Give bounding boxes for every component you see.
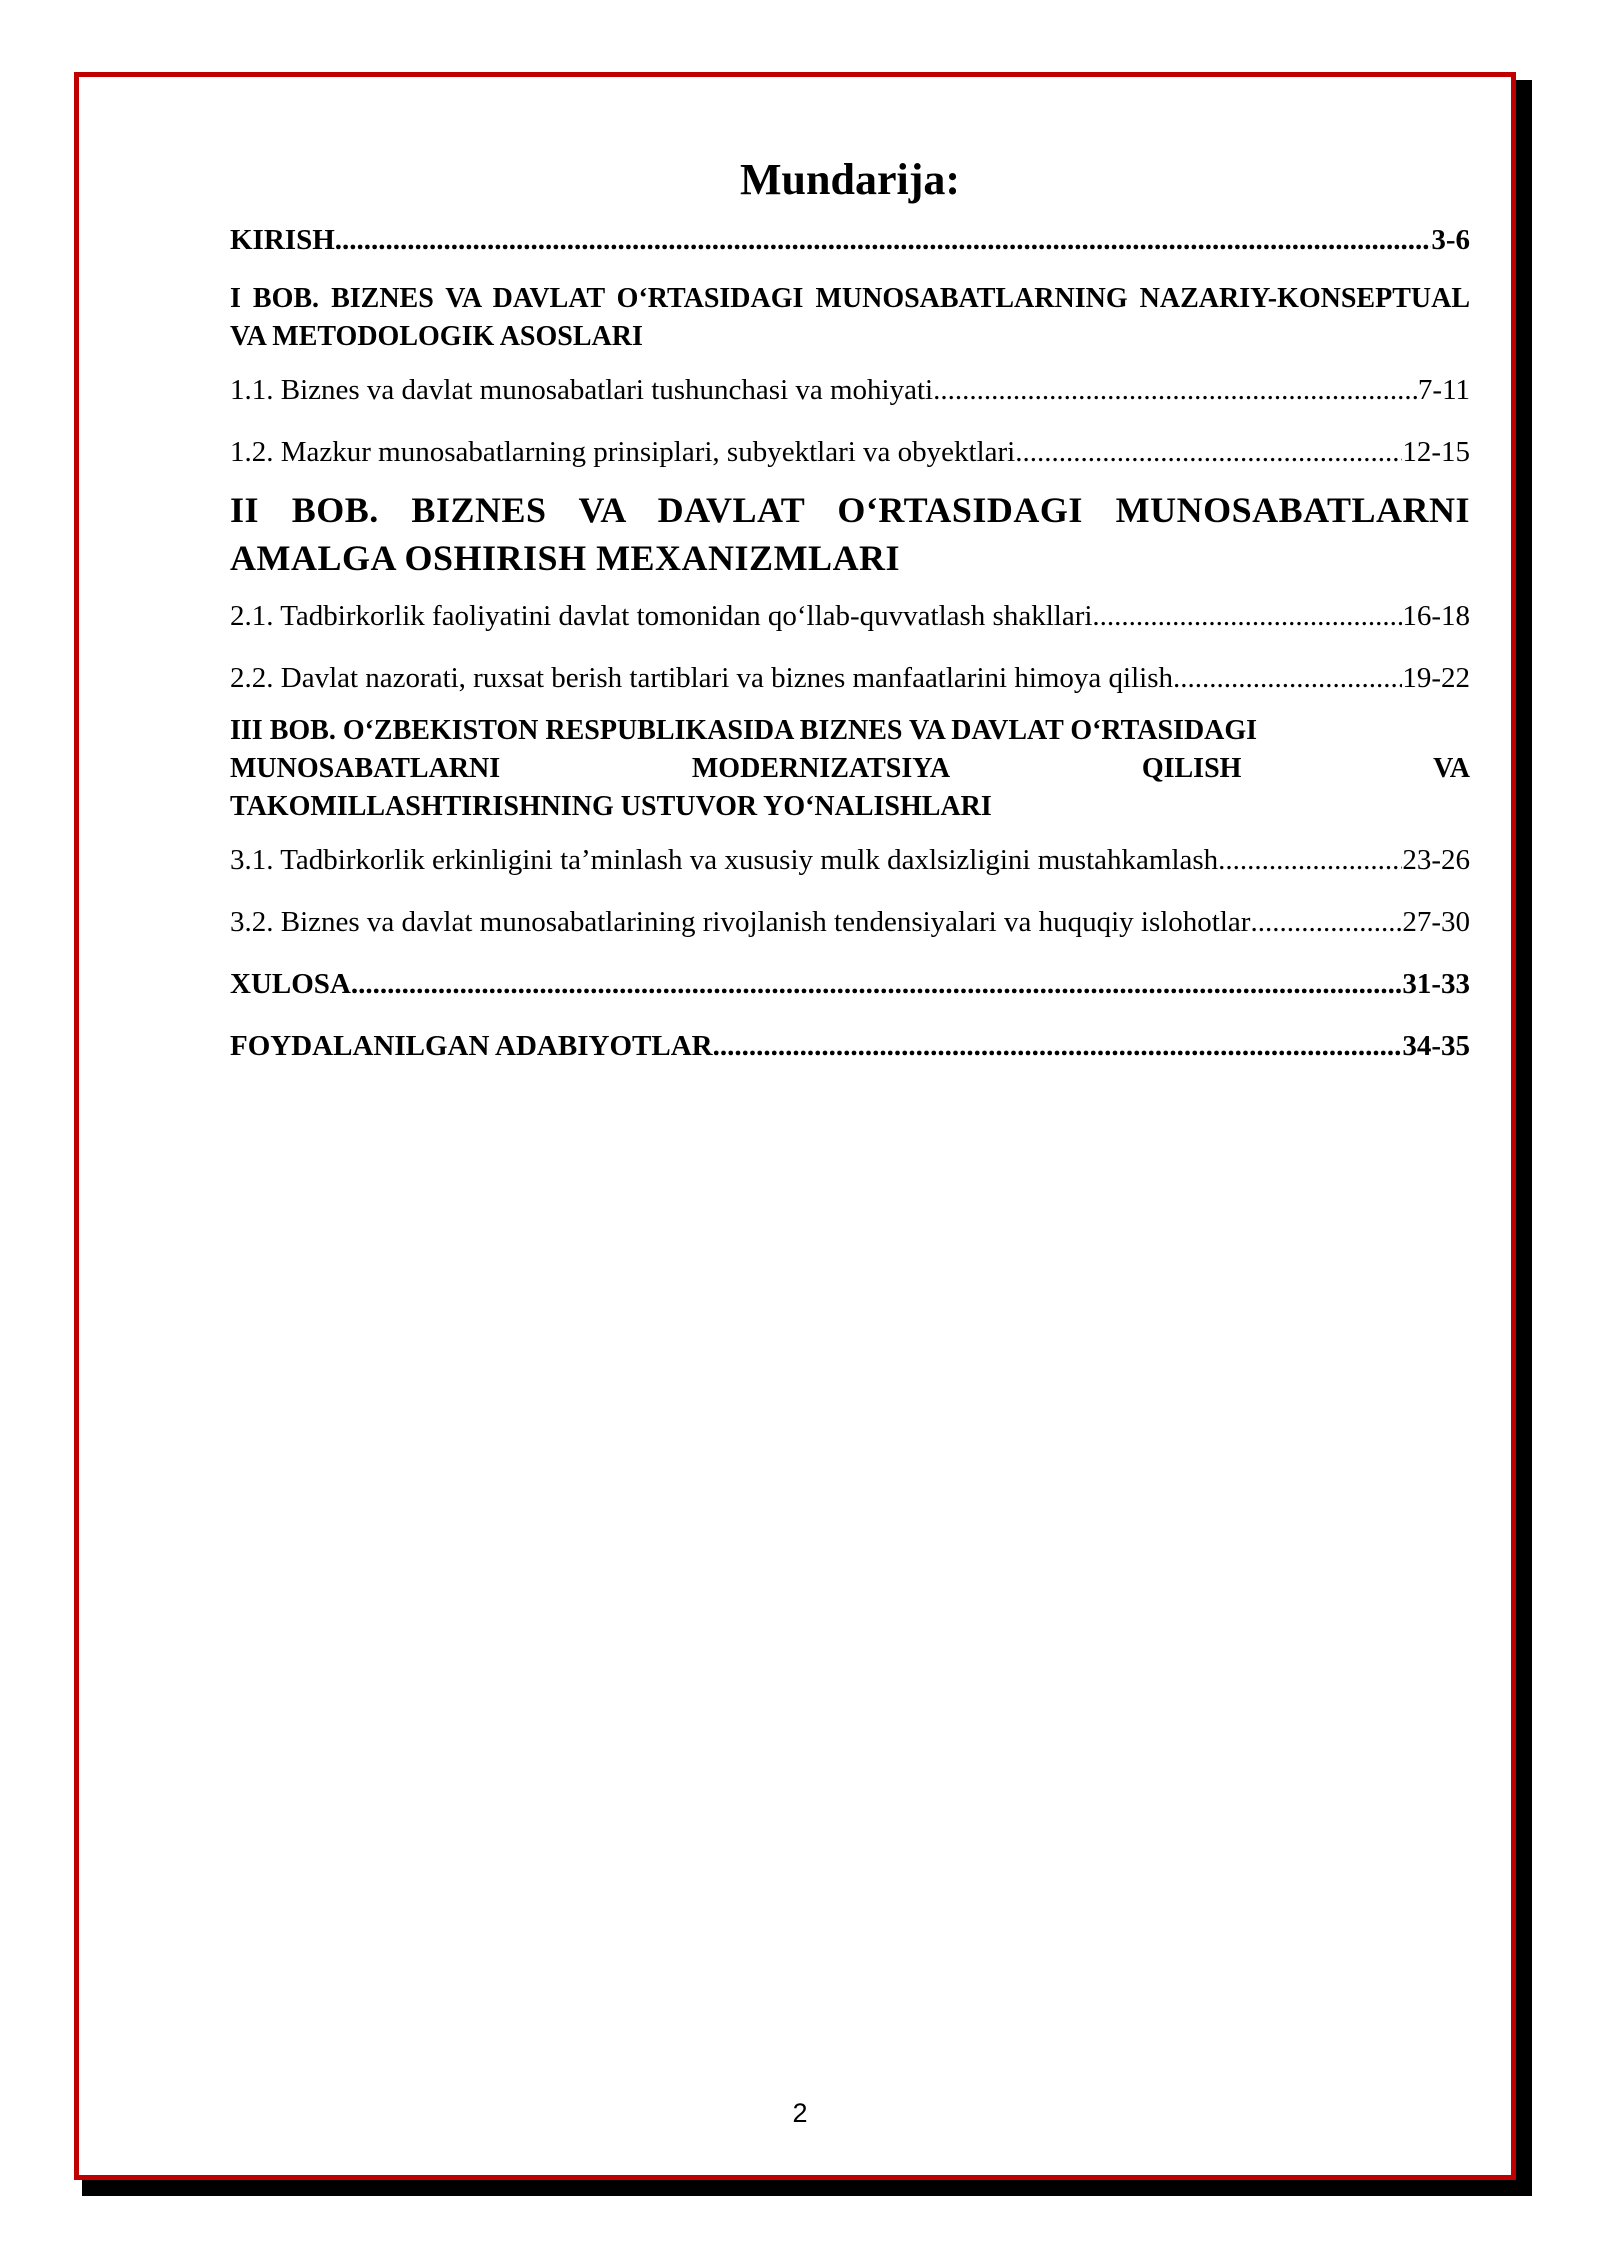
table-of-contents — [230, 150, 1470, 1066]
toc-entry-2-1 — [230, 596, 1470, 636]
chapter-3-word: MODERNIZATSIYA — [691, 753, 951, 784]
chapter-3-line-1-text: III BOB. O‘ZBEKISTON RESPUBLIKASIDA BIZNES VA DAVLAT O‘RTASIDAGI — [230, 715, 1258, 746]
chapter-3-line-2 — [230, 750, 1470, 788]
chapter-3-word: QILISH — [1141, 753, 1242, 784]
toc-entry-3-1 — [230, 840, 1470, 880]
toc-entry-page: 12-15 — [1402, 436, 1470, 468]
toc-entry-page: 19-22 — [1402, 662, 1470, 694]
toc-entry-page: 3-6 — [1431, 224, 1470, 256]
toc-entry-1-2 — [230, 432, 1470, 472]
page-number: 2 — [792, 2098, 808, 2128]
dot-leader — [1092, 596, 1402, 636]
toc-entry-references — [230, 1026, 1470, 1066]
chapter-3-line-1 — [230, 712, 1470, 750]
toc-entry-label: 2.2. Davlat nazorati, ruxsat berish tartiblari va biznes manfaatlarini himoya qilish — [230, 662, 1174, 694]
toc-entry-label: FOYDALANILGAN ADABIYOTLAR — [230, 1030, 713, 1062]
dot-leader — [335, 220, 1432, 260]
chapter-2-heading: II BOB. BIZNES VA DAVLAT O‘RTASIDAGI MUNOSABATLARNI AMALGA OSHIRISH MEXANIZMLARI — [230, 490, 1470, 578]
toc-title: Mundarija: — [740, 155, 960, 204]
toc-entry-page: 7-11 — [1417, 374, 1470, 406]
toc-entry-page: 23-26 — [1402, 844, 1470, 876]
toc-entry-label: 1.1. Biznes va davlat munosabatlari tushunchasi va mohiyati — [230, 374, 934, 406]
toc-entry-page: 16-18 — [1402, 600, 1470, 632]
toc-entry-label: KIRISH — [230, 224, 335, 256]
toc-entry-page: 31-33 — [1402, 968, 1470, 1000]
dot-leader — [1015, 432, 1402, 472]
toc-entry-label: 2.1. Tadbirkorlik faoliyatini davlat tomonidan qo‘llab-quvvatlash shakllari — [230, 600, 1093, 632]
toc-entry-page: 34-35 — [1402, 1030, 1470, 1062]
toc-entry-label: 3.1. Tadbirkorlik erkinligini ta’minlash va xususiy mulk daxlsizligini mustahkamlash — [230, 844, 1219, 876]
dot-leader — [1218, 840, 1402, 880]
dot-leader — [713, 1026, 1403, 1066]
chapter-1-heading: I BOB. BIZNES VA DAVLAT O‘RTASIDAGI MUNOSABATLARNING NAZARIY-KONSEPTUAL VA METODOLOGIK ASOSLARI — [230, 283, 1470, 352]
dot-leader — [351, 964, 1402, 1004]
dot-leader — [1250, 902, 1402, 942]
toc-entry-1-1 — [230, 370, 1470, 410]
toc-entry-page: 27-30 — [1402, 906, 1470, 938]
dot-leader — [1173, 658, 1402, 698]
dot-leader — [933, 370, 1418, 410]
toc-entry-label: 1.2. Mazkur munosabatlarning prinsiplari, subyektlari va obyektlari — [230, 436, 1016, 468]
toc-entry-label: 3.2. Biznes va davlat munosabatlarining rivojlanish tendensiyalari va huquqiy islohotlar — [230, 906, 1251, 938]
chapter-3-heading — [230, 712, 1470, 826]
chapter-3-word: VA — [1433, 753, 1470, 784]
toc-entry-3-2 — [230, 902, 1470, 942]
chapter-3-word: MUNOSABATLARNI — [230, 753, 501, 784]
toc-entry-xulosa — [230, 964, 1470, 1004]
chapter-3-line-3-text: TAKOMILLASHTIRISHNING USTUVOR YO‘NALISHLARI — [230, 791, 992, 822]
toc-entry-2-2 — [230, 658, 1470, 698]
toc-entry-label: XULOSA — [230, 968, 351, 1000]
toc-entry-kirish — [230, 220, 1470, 260]
chapter-3-line-3 — [230, 788, 1470, 826]
